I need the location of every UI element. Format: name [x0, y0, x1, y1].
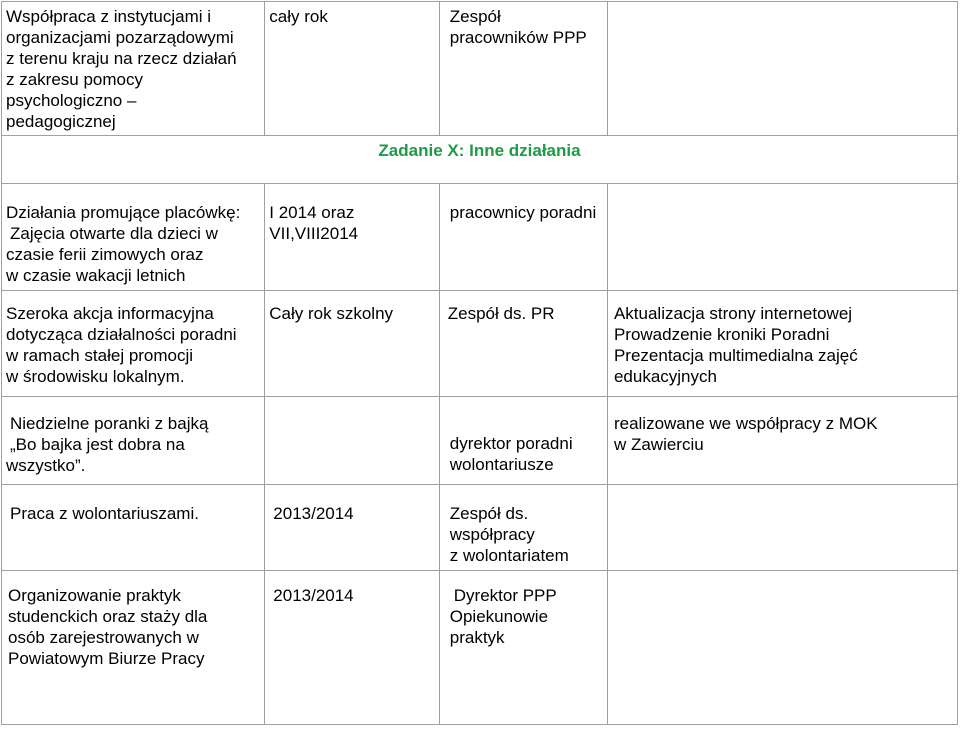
cell-text: pedagogicznej [6, 112, 116, 131]
cell-text: z zakresu pomocy [6, 70, 143, 89]
cell-text: w ramach stałej promocji [6, 346, 194, 365]
cell-text: studenckich oraz staży dla [8, 607, 208, 626]
cell-text: pracownicy poradni [449, 203, 597, 222]
cell-text: czasie ferii zimowych oraz [6, 245, 204, 264]
cell-text: Aktualizacja strony internetowej [613, 304, 853, 323]
activity-cell [2, 397, 265, 485]
term-cell [265, 184, 439, 291]
activity-plan-table [1, 1, 958, 725]
cell-text: Niedzielne poranki z bajką [10, 414, 209, 433]
cell-text: psychologiczno – [6, 91, 137, 110]
table-row [2, 2, 958, 136]
cell-text: Współpraca z instytucjami i [6, 7, 212, 26]
section-header-row [2, 136, 958, 184]
cell-text: dyrektor poradni [449, 434, 573, 453]
cell-text: praktyk [449, 628, 505, 647]
cell-text: Praca z wolontariuszami. [10, 504, 199, 523]
notes-cell [607, 571, 957, 725]
cell-text: w czasie wakacji letnich [6, 266, 186, 285]
activity-cell [2, 184, 265, 291]
term-cell [265, 571, 439, 725]
responsible-cell [439, 571, 607, 725]
cell-text: Prowadzenie kroniki Poradni [613, 325, 830, 344]
cell-text: VII,VIII2014 [269, 224, 359, 243]
cell-text: Szeroka akcja informacyjna [6, 304, 214, 323]
cell-text: wszystko”. [6, 456, 86, 475]
cell-text: Organizowanie praktyk [8, 586, 181, 605]
cell-text: wolontariusze [449, 455, 554, 474]
responsible-cell [439, 485, 607, 571]
notes-cell [607, 397, 957, 485]
cell-text: „Bo bajka jest dobra na [10, 435, 185, 454]
cell-text: pracowników PPP [449, 28, 587, 47]
responsible-cell [439, 397, 607, 485]
cell-text: organizacjami pozarządowymi [6, 28, 234, 47]
cell-text: 2013/2014 [273, 586, 354, 605]
term-cell [265, 291, 439, 397]
notes-cell [607, 2, 957, 136]
table-row [2, 397, 958, 485]
table-row [2, 184, 958, 291]
notes-cell [607, 184, 957, 291]
cell-text: I 2014 oraz [269, 203, 355, 222]
cell-text: Dyrektor PPP [453, 586, 557, 605]
cell-text: osób zarejestrowanych w [8, 628, 199, 647]
activity-cell [2, 571, 265, 725]
section-title: Zadanie X: Inne działania [2, 136, 958, 184]
cell-text: z wolontariatem [449, 546, 569, 565]
table-row [2, 571, 958, 725]
cell-text: edukacyjnych [613, 367, 717, 386]
cell-text: Powiatowym Biurze Pracy [8, 649, 205, 668]
cell-text: 2013/2014 [273, 504, 354, 523]
term-cell [265, 397, 439, 485]
cell-text: realizowane we współpracy z MOK [613, 414, 878, 433]
responsible-cell [439, 2, 607, 136]
cell-text: Zespół [449, 7, 501, 26]
responsible-cell [439, 291, 607, 397]
responsible-cell [439, 184, 607, 291]
cell-text: Zespół ds. [449, 504, 529, 523]
cell-text: współpracy [449, 525, 535, 544]
cell-text: Opiekunowie [449, 607, 549, 626]
term-cell [265, 485, 439, 571]
table-row [2, 291, 958, 397]
cell-text: Działania promujące placówkę: [6, 203, 241, 222]
cell-text: w środowisku lokalnym. [6, 367, 185, 386]
cell-text: Cały rok szkolny [269, 304, 394, 323]
cell-text: Zajęcia otwarte dla dzieci w [10, 224, 218, 243]
cell-text: dotycząca działalności poradni [6, 325, 237, 344]
cell-text: z terenu kraju na rzecz działań [6, 49, 237, 68]
term-cell [265, 2, 439, 136]
notes-cell [607, 291, 957, 397]
activity-cell [2, 485, 265, 571]
cell-text: w Zawierciu [613, 435, 704, 454]
cell-text: Zespół ds. PR [447, 304, 555, 323]
cell-text: cały rok [269, 7, 328, 26]
cell-text: Prezentacja multimedialna zajęć [613, 346, 858, 365]
activity-cell [2, 2, 265, 136]
activity-cell [2, 291, 265, 397]
notes-cell [607, 485, 957, 571]
table-row [2, 485, 958, 571]
